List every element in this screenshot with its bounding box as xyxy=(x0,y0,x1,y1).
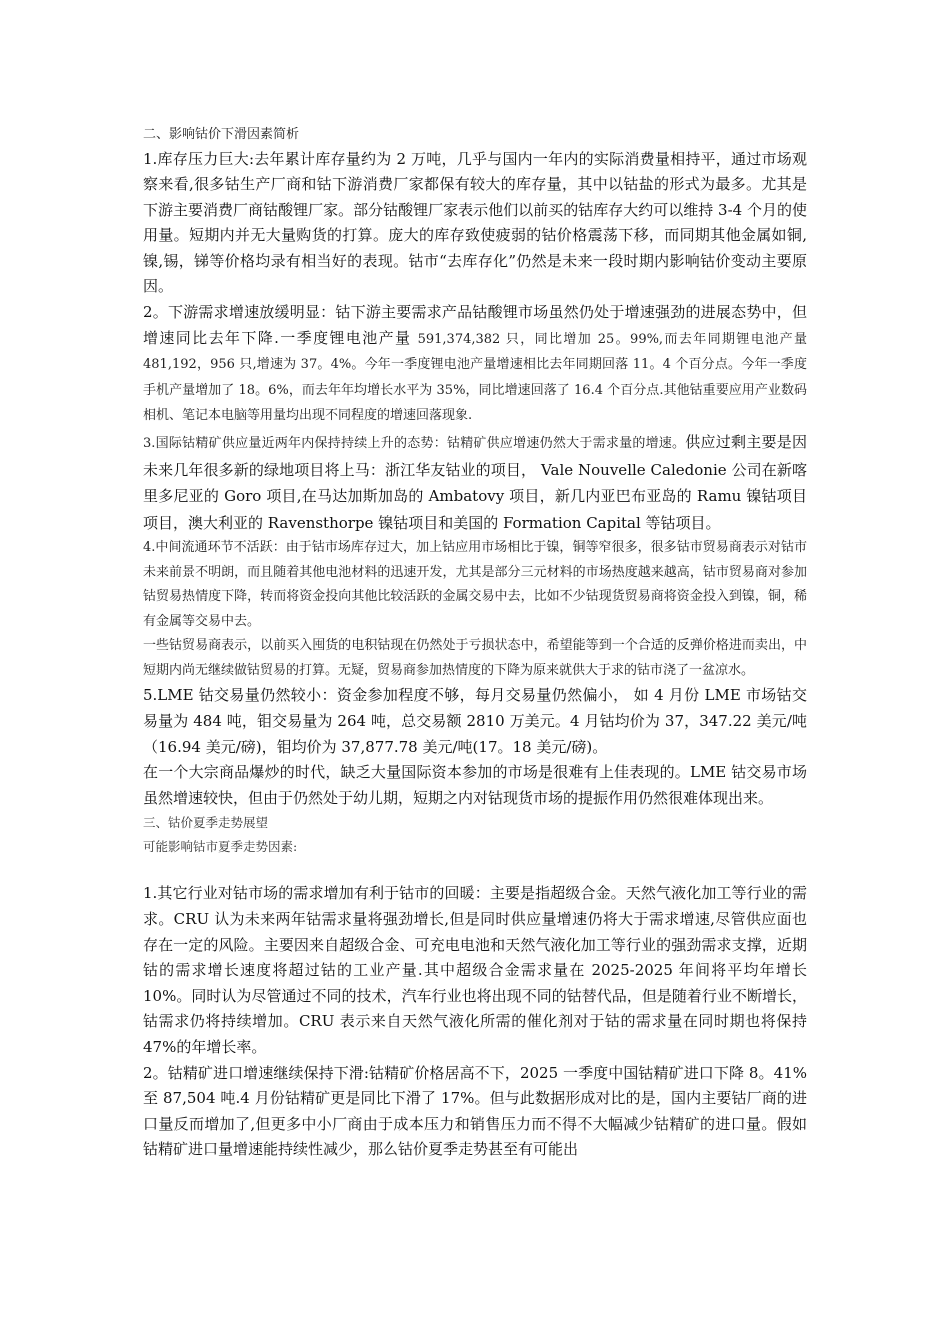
paragraph-downstream-demand-lead: 2。下游需求增速放缓明显：钴下游主要需求产品钴酸锂市场虽然仍处于增速强劲的进展态势中，但增速同比去年下降.一季度锂电池产量 xyxy=(143,303,807,347)
paragraph-ore-imports: 2。钴精矿进口增速继续保持下滑:钴精矿价格居高不下，2025 一季度中国钴精矿进口下降 8。41%至 87,504 吨.4 月份钴精矿更是同比下滑了 17%。但与此数据形成对比的是，国内主要钴厂商的进口量反而增加了,但更多中小厂商由于成本压力和销售压力而不得不大幅减少钴精矿的进口量。假如钴精矿进口量增速能持续性减少，那么钴价夏季走势甚至有可能出 xyxy=(143,1063,807,1159)
blank-line xyxy=(143,859,807,881)
document-body xyxy=(143,124,807,1163)
paragraph-downstream-demand-body: 591,374,382 只，同比增加 25。99%,而去年同期锂电池产量 481,192，956 只,增速为 37。4%。今年一季度锂电池产量增速相比去年同期回落 11。4 个百分点。今年一季度手机产量增加了 18。6%，而去年年均增长水平为 35%，同比增速回落了 16.4 个百分点.其他钴重要应用产业数码相机、笔记本电脑等用量均出现不同程度的增速回落现象. xyxy=(143,331,807,424)
paragraph-lme-volume: 5.LME 钴交易量仍然较小：资金参加程度不够，每月交易量仍然偏小， 如 4 月份 LME 市场钴交易量为 484 吨，钼交易量为 264 吨，总交易额 2810 万美元。4 月钴均价为 37，347.22 美元/吨（16.94 美元/磅)，钼均价为 37,877.78 美元/吨(17。18 美元/磅)。 xyxy=(143,686,807,756)
subheading-factors: 可能影响钴市夏季走势因素: xyxy=(143,839,298,855)
paragraph-supply-growth-body: 供应过剩主要是因未来几年很多新的绿地项目将上马：浙江华友钴业的项目， Vale Nouvelle Caledonie 公司在新喀里多尼亚的 Goro 项目,在马达加斯加岛的 Ambatovy 项目，新几内亚巴布亚岛的 Ramu 镍钴项目项目，澳大利亚的 Ravensthorpe 镍钴项目和美国的 Formation Capital 等钴项目。 xyxy=(143,433,807,532)
paragraph-downstream-demand xyxy=(143,300,807,429)
paragraph-other-industries: 1.其它行业对钴市场的需求增加有利于钴市的回暖：主要是指超级合金。天然气液化加工等行业的需求。CRU 认为未来两年钴需求量将强劲增长,但是同时供应量增速仍将大于需求增速,尽管供应面也存在一定的风险。主要因来自超级合金、可充电电池和天然气液化加工等行业的强劲需求支撑，近期钴的需求增长速度将超过钴的工业产量.其中超级合金需求量在 2025-2025 年间将平均年增长 10%。同时认为尽管通过不同的技术，汽车行业也将出现不同的钴替代品，但是随着行业不断增长，钴需求仍将持续增加。CRU 表示来自天然气液化所需的催化剂对于钴的需求量在同时期也将保持 47%的年增长率。 xyxy=(143,884,807,1056)
paragraph-commodity-era: 在一个大宗商品爆炒的时代，缺乏大量国际资本参加的市场是很难有上佳表现的。LME 钴交易市场虽然增速较快，但由于仍然处于幼儿期，短期之内对钴现货市场的提振作用仍然很难体现出来。 xyxy=(143,763,807,807)
paragraph-trader-comments: 一些钴贸易商表示，以前买入囤货的电积钴现在仍然处于亏损状态中，希望能等到一个合适的反弹价格进而卖出，中短期内尚无继续做钴贸易的打算。无疑，贸易商参加热情度的下降为原来就供大于求的钴市浇了一盆凉水。 xyxy=(143,638,807,678)
paragraph-trading-inactive: 4.中间流通环节不活跃：由于钴市场库存过大，加上钴应用市场相比于镍，铜等窄很多，很多钴市贸易商表示对钴市未来前景不明朗，而且随着其他电池材料的迅速开发，尤其是部分三元材料的市场热度越来越高，钴市贸易商对参加钴贸易热情度下降，转而将资金投向其他比较活跃的金属交易中去，比如不少钴现货贸易商将资金投入到镍，铜，稀有金属等交易中去。 xyxy=(143,540,807,629)
paragraph-inventory-pressure: 1.库存压力巨大:去年累计库存量约为 2 万吨，几乎与国内一年内的实际消费量相持平，通过市场观察来看,很多钴生产厂商和钴下游消费厂家都保有较大的库存量，其中以钴盐的形式为最多。尤其是下游主要消费厂商钴酸锂厂家。部分钴酸锂厂家表示他们以前买的钴库存大约可以维持 3-4 个月的使用量。短期内并无大量购货的打算。庞大的库存致使疲弱的钴价格震荡下移，而同期其他金属如铜,镍,锡，锑等价格均录有相当好的表现。钴市“去库存化”仍然是未来一段时期内影响钴价变动主要原因。 xyxy=(143,149,807,296)
paragraph-supply-growth-lead: 3.国际钴精矿供应量近两年内保持持续上升的态势：钴精矿供应增速仍然大于需求量的增速。 xyxy=(143,436,686,452)
paragraph-supply-growth xyxy=(143,429,807,536)
section-heading-2: 二、影响钴价下滑因素简析 xyxy=(143,127,300,142)
section-heading-3: 三、钴价夏季走势展望 xyxy=(143,815,269,831)
